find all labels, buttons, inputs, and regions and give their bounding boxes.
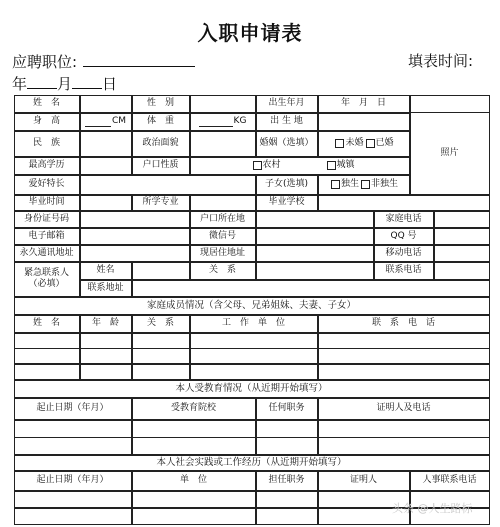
family-header-1: 姓 名 <box>14 315 80 333</box>
home-phone-value[interactable] <box>434 211 490 228</box>
family-header-5: 联 系 电 话 <box>318 315 490 333</box>
qq-value[interactable] <box>434 228 490 245</box>
education-header-2: 受教育院校 <box>132 398 256 420</box>
not-only-child-checkbox[interactable] <box>361 180 370 189</box>
gender-label: 性 别 <box>132 95 190 113</box>
only-child-checkbox[interactable] <box>331 180 340 189</box>
fill-month-blank[interactable] <box>72 74 102 89</box>
name-label: 姓 名 <box>14 95 80 113</box>
family-row-2-cell[interactable] <box>80 348 132 364</box>
family-section-title: 家庭成员情况（含父母、兄弟姐妹、夫妻、子女） <box>14 297 490 315</box>
birthplace-value[interactable] <box>318 113 410 131</box>
married-checkbox[interactable] <box>366 139 375 148</box>
work-row-1-cell[interactable] <box>132 491 256 508</box>
political-value[interactable] <box>190 131 256 157</box>
education-header-4: 证明人及电话 <box>318 398 490 420</box>
birth-value[interactable]: 年 月 日 <box>318 95 410 113</box>
education-row-1-cell[interactable] <box>318 420 490 438</box>
contact-phone-label: 联系电话 <box>374 262 434 280</box>
school-label: 毕业学校 <box>256 195 318 211</box>
urban-checkbox[interactable] <box>327 161 336 170</box>
education-row-2-cell[interactable] <box>256 437 318 455</box>
birthplace-label: 出 生 地 <box>256 113 318 131</box>
family-row-3-cell[interactable] <box>318 364 490 380</box>
grad-time-label: 毕业时间 <box>14 195 80 211</box>
hukou-location-label: 户口所在地 <box>190 211 256 228</box>
education-row-2-cell[interactable] <box>14 437 132 455</box>
relation-label: 关 系 <box>190 262 256 280</box>
marriage-options: 未婚 已婚 <box>318 131 410 157</box>
family-header-2: 年 龄 <box>80 315 132 333</box>
qq-label: QQ 号 <box>374 228 434 245</box>
family-row-1-cell[interactable] <box>132 333 190 349</box>
apply-position-blank[interactable] <box>83 52 195 67</box>
major-value[interactable] <box>190 195 256 211</box>
height-label: 身 高 <box>14 113 80 131</box>
work-section-title: 本人社会实践或工作经历（从近期开始填写） <box>14 455 490 471</box>
mobile-value[interactable] <box>434 245 490 262</box>
contact-address-label: 联系地址 <box>80 280 132 297</box>
contact-phone-value[interactable] <box>434 262 490 280</box>
relation-value[interactable] <box>256 262 374 280</box>
work-row-1-cell[interactable] <box>14 491 132 508</box>
watermark: 头条 @人生路标 <box>392 502 473 515</box>
wechat-label: 微信号 <box>190 228 256 245</box>
apply-position <box>12 52 195 71</box>
perm-address-value[interactable] <box>80 245 190 262</box>
email-label: 电子邮箱 <box>14 228 80 245</box>
id-number-label: 身份证号码 <box>14 211 80 228</box>
home-phone-label: 家庭电话 <box>374 211 434 228</box>
family-row-2-cell[interactable] <box>14 348 80 364</box>
family-row-2-cell[interactable] <box>190 348 318 364</box>
unmarried-checkbox[interactable] <box>335 139 344 148</box>
grad-time-value[interactable] <box>80 195 132 211</box>
family-header-3: 关 系 <box>132 315 190 333</box>
apply-position-label: 应聘职位: <box>12 53 78 71</box>
form-title: 入职申请表 <box>197 21 303 45</box>
work-row-2-cell[interactable] <box>256 508 318 525</box>
work-header-2: 单 位 <box>132 471 256 491</box>
family-row-1-cell[interactable] <box>318 333 490 349</box>
family-row-1-cell[interactable] <box>14 333 80 349</box>
family-header-4: 工 作 单 位 <box>190 315 318 333</box>
political-label: 政治面貌 <box>132 131 190 157</box>
education-row-1-cell[interactable] <box>132 420 256 438</box>
children-options: 独生 非独生 <box>318 175 410 195</box>
emergency-name-value[interactable] <box>132 262 190 280</box>
family-row-3-cell[interactable] <box>132 364 190 380</box>
ethnicity-value[interactable] <box>80 131 132 157</box>
education-label: 最高学历 <box>14 157 80 175</box>
work-row-2-cell[interactable] <box>132 508 256 525</box>
education-section-title: 本人受教育情况（从近期开始填写） <box>14 380 490 398</box>
family-row-1-cell[interactable] <box>80 333 132 349</box>
education-header-3: 任何职务 <box>256 398 318 420</box>
birth-label: 出生年月 <box>256 95 318 113</box>
education-row-1-cell[interactable] <box>14 420 132 438</box>
work-row-2-cell[interactable] <box>14 508 132 525</box>
work-header-4: 证明人 <box>318 471 410 491</box>
education-row-2-cell[interactable] <box>132 437 256 455</box>
email-value[interactable] <box>80 228 190 245</box>
height-value[interactable]: CM <box>80 113 132 131</box>
hobbies-value[interactable] <box>80 175 256 195</box>
contact-address-value[interactable] <box>132 280 490 297</box>
marriage-label: 婚姻（选填） <box>256 131 318 157</box>
family-row-3-cell[interactable] <box>80 364 132 380</box>
fill-date: 年 月 日 <box>12 75 118 93</box>
education-row-2-cell[interactable] <box>318 437 490 455</box>
emergency-label: 紧急联系人（必填） <box>14 262 80 297</box>
hukou-type-label: 户口性质 <box>132 157 190 175</box>
current-address-value[interactable] <box>256 245 374 262</box>
weight-value[interactable]: KG <box>190 113 256 131</box>
perm-address-label: 永久通讯地址 <box>14 245 80 262</box>
family-row-2-cell[interactable] <box>318 348 490 364</box>
weight-label: 体 重 <box>132 113 190 131</box>
education-row-1-cell[interactable] <box>256 420 318 438</box>
rural-checkbox[interactable] <box>253 161 262 170</box>
hukou-location-value[interactable] <box>256 211 374 228</box>
gender-value[interactable] <box>190 95 256 113</box>
ethnicity-label: 民 族 <box>14 131 80 157</box>
emergency-name-label: 姓名 <box>80 262 132 280</box>
wechat-value[interactable] <box>256 228 374 245</box>
photo-top-cell <box>410 95 490 113</box>
school-value[interactable] <box>318 195 490 211</box>
work-row-1-cell[interactable] <box>256 491 318 508</box>
work-header-1: 起止日期（年月） <box>14 471 132 491</box>
mobile-label: 移动电话 <box>374 245 434 262</box>
family-row-3-cell[interactable] <box>14 364 80 380</box>
photo-box[interactable]: 照片 <box>410 113 490 195</box>
name-value[interactable] <box>80 95 132 113</box>
family-row-2-cell[interactable] <box>132 348 190 364</box>
education-value[interactable] <box>80 157 132 175</box>
hukou-type-options: 农村 城镇 <box>190 157 410 175</box>
family-row-3-cell[interactable] <box>190 364 318 380</box>
fill-year-blank[interactable] <box>27 74 57 89</box>
id-number-value[interactable] <box>80 211 190 228</box>
fill-time-label: 填表时间: <box>408 52 474 70</box>
education-header-1: 起止日期（年月） <box>14 398 132 420</box>
current-address-label: 现居住地址 <box>190 245 256 262</box>
work-header-5: 人事联系电话 <box>410 471 490 491</box>
family-row-1-cell[interactable] <box>190 333 318 349</box>
children-label: 子女(选填) <box>256 175 318 195</box>
work-header-3: 担任职务 <box>256 471 318 491</box>
major-label: 所学专业 <box>132 195 190 211</box>
hobbies-label: 爱好特长 <box>14 175 80 195</box>
